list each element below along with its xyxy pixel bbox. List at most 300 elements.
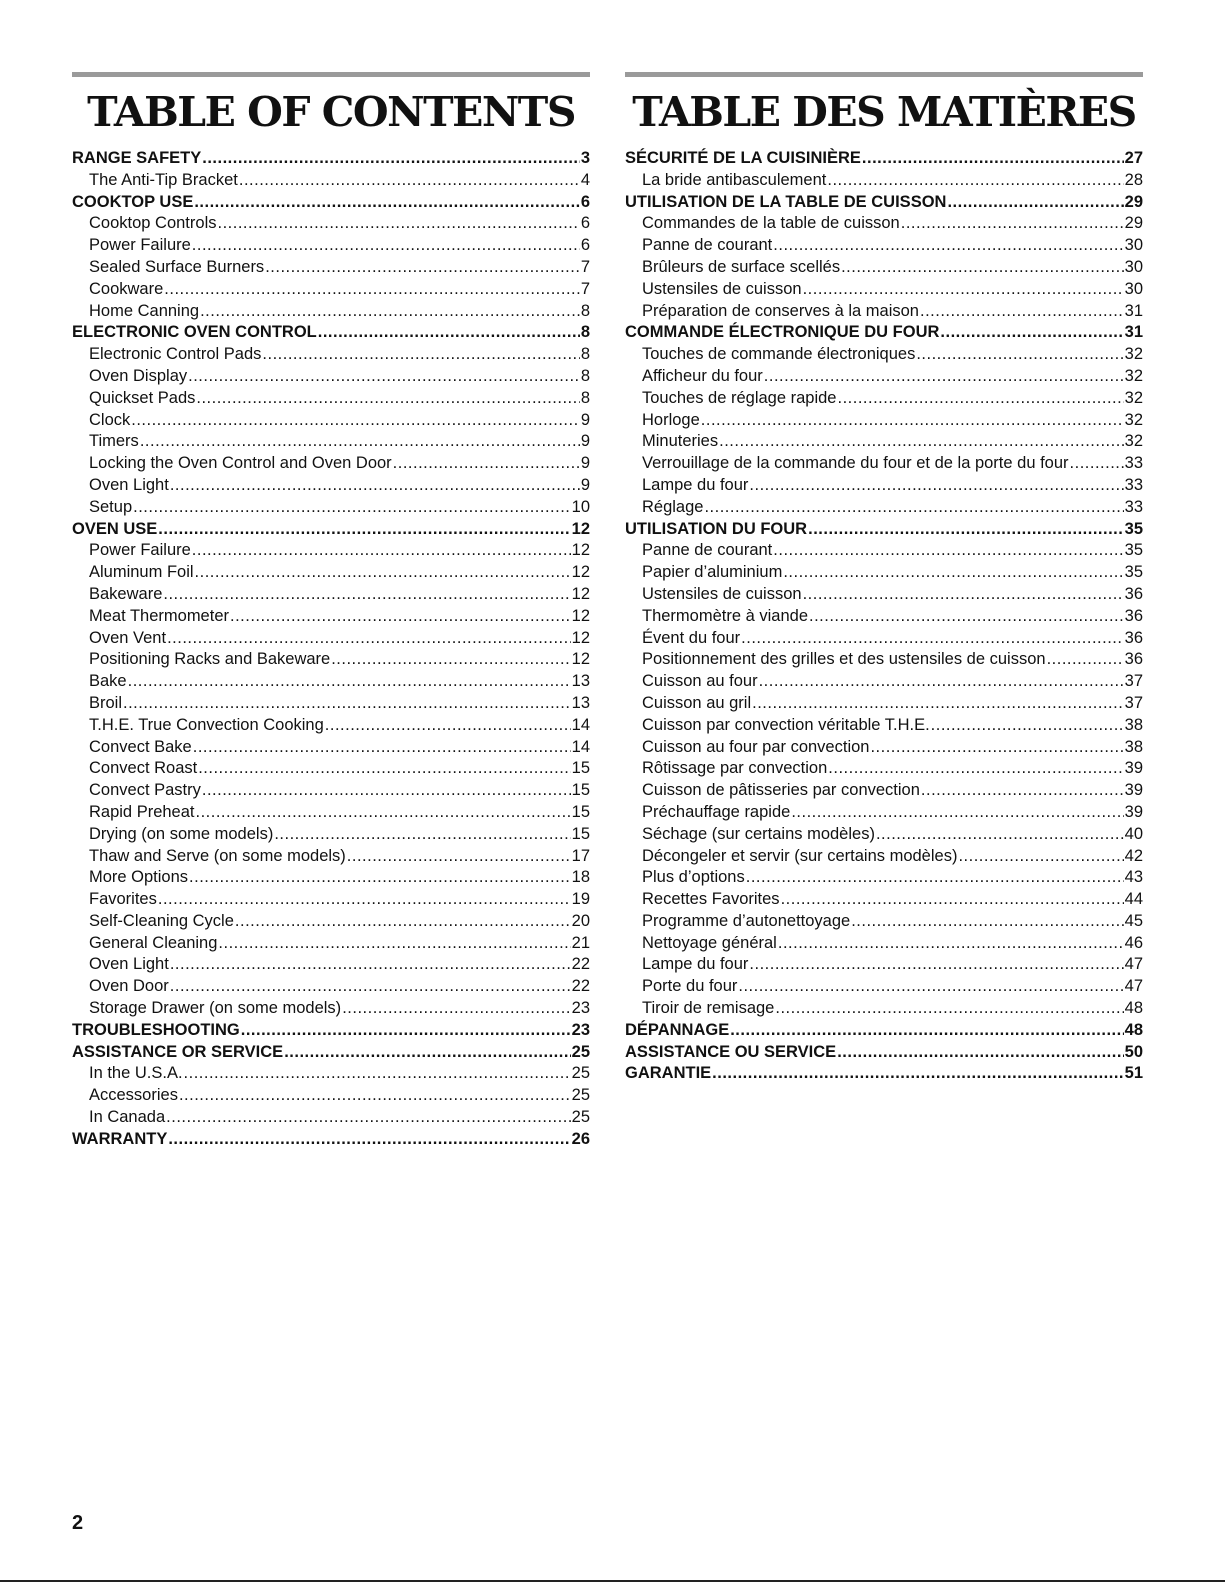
toc-entry-label: Storage Drawer (on some models)	[89, 999, 342, 1018]
toc-entry-label: RANGE SAFETY	[72, 149, 202, 167]
page-title-french: TABLE DES MATIÈRES	[632, 88, 1136, 136]
dot-leader	[837, 1043, 1123, 1062]
toc-entry-label: Papier d’aluminium	[642, 563, 783, 582]
dot-leader	[274, 825, 570, 844]
dot-leader	[196, 389, 579, 408]
dot-leader	[701, 411, 1124, 430]
toc-entry-label: Ustensiles de cuisson	[642, 279, 802, 298]
dot-leader	[870, 738, 1123, 757]
toc-section-entry	[625, 1021, 1143, 1043]
toc-subsection-entry	[625, 498, 1143, 520]
toc-entry-page: 39	[1124, 759, 1143, 778]
toc-entry-page: 6	[580, 192, 590, 211]
toc-subsection-entry	[625, 890, 1143, 912]
toc-entry-label: Panne de courant	[642, 236, 773, 255]
toc-entry-label: More Options	[89, 868, 189, 887]
toc-entry-label: COOKTOP USE	[72, 192, 194, 211]
toc-entry-page: 32	[1124, 366, 1143, 385]
toc-entry-label: COMMANDE ÉLECTRONIQUE DU FOUR	[625, 323, 940, 342]
dot-leader	[218, 934, 570, 953]
toc-subsection-entry	[72, 345, 590, 367]
toc-entry-page: 21	[571, 933, 590, 952]
toc-entry-label: Rôtissage par convection	[642, 759, 828, 778]
toc-entry-page: 12	[571, 519, 590, 538]
toc-subsection-entry	[72, 847, 590, 869]
toc-subsection-entry	[625, 585, 1143, 607]
dot-leader	[738, 977, 1123, 996]
toc-entry-page: 15	[571, 759, 590, 778]
page-title-english: TABLE OF CONTENTS	[87, 88, 575, 136]
toc-entry-page: 37	[1124, 672, 1143, 691]
toc-entry-page: 12	[571, 541, 590, 560]
toc-entry-label: Home Canning	[89, 301, 200, 320]
toc-subsection-entry	[72, 803, 590, 825]
dot-leader	[170, 955, 571, 974]
toc-entry-page: 48	[1124, 1020, 1143, 1039]
toc-entry-label: Ustensiles de cuisson	[642, 584, 802, 603]
toc-entry-page: 30	[1124, 236, 1143, 255]
toc-entry-label: Recettes Favorites	[642, 890, 780, 909]
dot-leader	[325, 716, 571, 735]
toc-subsection-entry	[72, 214, 590, 236]
dot-leader	[202, 781, 571, 800]
toc-entry-label: Broil	[89, 693, 123, 712]
toc-entry-page: 39	[1124, 781, 1143, 800]
dot-leader	[331, 650, 570, 669]
dot-leader	[265, 258, 580, 277]
toc-entry-page: 13	[571, 672, 590, 691]
toc-entry-label: Brûleurs de surface scellés	[642, 257, 841, 276]
toc-entry-page: 32	[1124, 388, 1143, 407]
toc-section-entry	[72, 1043, 590, 1065]
dot-leader	[851, 912, 1123, 931]
toc-entry-page: 31	[1124, 323, 1143, 342]
toc-subsection-entry	[72, 955, 590, 977]
dot-leader	[791, 803, 1123, 822]
toc-entry-label: Timers	[89, 432, 139, 451]
dot-leader	[862, 149, 1124, 168]
toc-subsection-entry	[72, 977, 590, 999]
toc-subsection-entry	[625, 607, 1143, 629]
toc-entry-page: 8	[580, 345, 590, 364]
toc-entry-page: 6	[580, 236, 590, 255]
toc-entry-page: 15	[571, 802, 590, 821]
toc-entry-label: UTILISATION DU FOUR	[625, 519, 808, 538]
toc-entry-page: 12	[571, 584, 590, 603]
dot-leader	[827, 171, 1123, 190]
toc-entry-label: Meat Thermometer	[89, 606, 229, 625]
dot-leader	[194, 193, 579, 212]
toc-entry-label: Réglage	[642, 497, 704, 516]
dot-leader	[133, 498, 571, 517]
toc-entry-label: Porte du four	[642, 977, 738, 996]
toc-subsection-entry	[72, 1108, 590, 1130]
dot-leader	[749, 476, 1123, 495]
toc-entry-page: 23	[571, 999, 590, 1018]
toc-entry-page: 12	[571, 563, 590, 582]
dot-leader	[342, 999, 570, 1018]
toc-subsection-entry	[625, 759, 1143, 781]
toc-entry-label: Oven Vent	[89, 628, 167, 647]
dot-leader	[179, 1086, 571, 1105]
toc-subsection-entry	[625, 258, 1143, 280]
toc-entry-label: Thermomètre à viande	[642, 606, 808, 625]
toc-entry-label: Self-Cleaning Cycle	[89, 911, 234, 930]
toc-entry-label: Panne de courant	[642, 541, 773, 560]
dot-leader	[704, 498, 1123, 517]
toc-subsection-entry	[72, 476, 590, 498]
dot-leader	[931, 716, 1124, 735]
toc-entry-label: Clock	[89, 410, 131, 429]
toc-subsection-entry	[625, 432, 1143, 454]
dot-leader	[773, 541, 1123, 560]
toc-entry-page: 23	[571, 1020, 590, 1039]
toc-entry-page: 38	[1124, 715, 1143, 734]
toc-subsection-entry	[625, 476, 1143, 498]
toc-entry-label: Cuisson au gril	[642, 693, 752, 712]
toc-entry-label: Favorites	[89, 890, 157, 909]
toc-entry-label: GARANTIE	[625, 1064, 712, 1083]
toc-entry-page: 3	[580, 149, 590, 167]
toc-entry-page: 20	[571, 911, 590, 930]
toc-entry-label: Oven Light	[89, 955, 169, 974]
toc-entry-page: 48	[1124, 999, 1143, 1018]
toc-entry-page: 37	[1124, 693, 1143, 712]
toc-subsection-entry	[72, 999, 590, 1021]
toc-subsection-entry	[72, 650, 590, 672]
dot-leader	[200, 302, 580, 321]
toc-entry-page: 9	[580, 410, 590, 429]
toc-entry-label: Accessories	[89, 1086, 178, 1105]
toc-entry-label: Afficheur du four	[642, 366, 763, 385]
toc-entry-label: Plus d’options	[642, 868, 745, 887]
toc-entry-page: 7	[580, 279, 590, 298]
toc-subsection-entry	[625, 847, 1143, 869]
toc-entry-label: ASSISTANCE OU SERVICE	[625, 1042, 837, 1061]
toc-entry-page: 32	[1124, 410, 1143, 429]
toc-subsection-entry	[72, 258, 590, 280]
dot-leader	[803, 280, 1124, 299]
dot-leader	[239, 171, 580, 190]
toc-subsection-entry	[625, 803, 1143, 825]
toc-entry-page: 50	[1124, 1042, 1143, 1061]
toc-section-entry	[625, 1043, 1143, 1065]
toc-entry-page: 8	[580, 323, 590, 342]
dot-leader	[803, 585, 1124, 604]
toc-entry-page: 27	[1124, 149, 1143, 167]
toc-entry-label: Electronic Control Pads	[89, 345, 262, 364]
bottom-rule	[0, 1580, 1225, 1582]
toc-subsection-entry	[625, 781, 1143, 803]
toc-entry-label: Cuisson au four	[642, 672, 758, 691]
dot-leader	[940, 323, 1123, 342]
toc-entry-page: 13	[571, 693, 590, 712]
toc-section-entry	[72, 149, 590, 171]
toc-section-entry	[72, 323, 590, 345]
toc-subsection-entry	[72, 432, 590, 454]
toc-entry-label: UTILISATION DE LA TABLE DE CUISSON	[625, 192, 947, 211]
dot-leader	[921, 781, 1124, 800]
dot-leader	[752, 694, 1124, 713]
dot-leader	[947, 193, 1123, 212]
toc-section-entry	[625, 193, 1143, 215]
toc-entry-label: Cuisson par convection véritable T.H.E.	[642, 715, 930, 734]
toc-entry-page: 9	[580, 432, 590, 451]
toc-entry-page: 30	[1124, 257, 1143, 276]
toc-subsection-entry	[625, 411, 1143, 433]
toc-entry-label: Touches de commande électroniques	[642, 345, 916, 364]
dot-leader	[230, 607, 571, 626]
toc-subsection-entry	[72, 934, 590, 956]
dot-leader	[170, 476, 580, 495]
toc-section-entry	[72, 520, 590, 542]
toc-subsection-entry	[625, 345, 1143, 367]
toc-entry-page: 36	[1124, 628, 1143, 647]
toc-subsection-entry	[72, 738, 590, 760]
toc-entry-label: Aluminum Foil	[89, 563, 194, 582]
dot-leader	[158, 890, 571, 909]
toc-subsection-entry	[625, 171, 1143, 193]
toc-entry-page: 9	[580, 454, 590, 473]
dot-leader	[809, 607, 1124, 626]
toc-entry-page: 18	[571, 868, 590, 887]
toc-entry-label: Oven Display	[89, 366, 188, 385]
toc-entry-page: 25	[571, 1064, 590, 1083]
toc-entry-page: 44	[1124, 890, 1143, 909]
toc-entry-page: 14	[571, 737, 590, 756]
toc-subsection-entry	[625, 367, 1143, 389]
dot-leader	[876, 825, 1124, 844]
toc-entry-label: Rapid Preheat	[89, 802, 195, 821]
toc-french-column	[625, 72, 1143, 1086]
toc-entry-label: Oven Light	[89, 475, 169, 494]
toc-entry-page: 42	[1124, 846, 1143, 865]
toc-subsection-entry	[625, 912, 1143, 934]
toc-subsection-entry	[625, 454, 1143, 476]
dot-leader	[775, 999, 1123, 1018]
dot-leader	[123, 694, 571, 713]
dot-leader	[193, 738, 571, 757]
page-number: 2	[72, 1512, 84, 1534]
toc-subsection-entry	[72, 694, 590, 716]
dot-leader	[140, 432, 580, 451]
dot-leader	[202, 149, 580, 168]
dot-leader	[730, 1021, 1123, 1040]
dot-leader	[958, 847, 1123, 866]
toc-entry-label: Préchauffage rapide	[642, 802, 791, 821]
toc-entry-label: Lampe du four	[642, 475, 749, 494]
toc-subsection-entry	[625, 868, 1143, 890]
toc-subsection-entry	[72, 912, 590, 934]
dot-leader	[163, 585, 570, 604]
toc-subsection-entry	[625, 672, 1143, 694]
toc-entry-page: 17	[571, 846, 590, 865]
toc-entry-page: 8	[580, 388, 590, 407]
dot-leader	[1047, 650, 1124, 669]
toc-entry-page: 35	[1124, 519, 1143, 538]
toc-subsection-entry	[625, 999, 1143, 1021]
toc-subsection-entry	[625, 825, 1143, 847]
toc-subsection-entry	[72, 454, 590, 476]
toc-entry-label: Thaw and Serve (on some models)	[89, 846, 346, 865]
toc-entry-page: 39	[1124, 802, 1143, 821]
toc-entry-page: 10	[571, 497, 590, 516]
toc-entry-label: Cuisson au four par convection	[642, 737, 870, 756]
toc-subsection-entry	[72, 563, 590, 585]
toc-entry-page: 8	[580, 366, 590, 385]
dot-leader	[198, 759, 570, 778]
toc-entry-label: Cookware	[89, 279, 164, 298]
toc-entry-page: 26	[571, 1129, 590, 1148]
toc-entry-page: 6	[580, 214, 590, 233]
toc-entry-label: Commandes de la table de cuisson	[642, 214, 900, 233]
toc-entry-label: Touches de réglage rapide	[642, 388, 837, 407]
toc-entry-page: 35	[1124, 541, 1143, 560]
toc-entry-label: Lampe du four	[642, 955, 749, 974]
toc-entry-page: 15	[571, 781, 590, 800]
toc-entry-label: Cooktop Controls	[89, 214, 217, 233]
toc-subsection-entry	[625, 738, 1143, 760]
toc-entry-page: 51	[1124, 1064, 1143, 1083]
toc-entry-label: Nettoyage général	[642, 933, 777, 952]
toc-entry-label: Séchage (sur certains modèles)	[642, 824, 875, 843]
dot-leader	[128, 672, 571, 691]
toc-entry-page: 12	[571, 606, 590, 625]
dot-leader	[217, 214, 579, 233]
dot-leader	[241, 1021, 571, 1040]
toc-subsection-entry	[72, 171, 590, 193]
toc-subsection-entry	[72, 389, 590, 411]
dot-leader	[828, 759, 1123, 778]
toc-entry-label: Oven Door	[89, 977, 169, 996]
toc-entry-page: 45	[1124, 911, 1143, 930]
toc-section-entry	[625, 520, 1143, 542]
toc-entry-label: Convect Roast	[89, 759, 198, 778]
dot-leader	[184, 1064, 571, 1083]
toc-entry-label: Setup	[89, 497, 133, 516]
toc-subsection-entry	[625, 236, 1143, 258]
toc-entry-page: 25	[571, 1086, 590, 1105]
toc-entry-page: 32	[1124, 345, 1143, 364]
dot-leader	[916, 345, 1123, 364]
toc-entry-page: 12	[571, 650, 590, 669]
toc-entry-page: 46	[1124, 933, 1143, 952]
dot-leader	[1070, 454, 1124, 473]
toc-entry-label: Convect Bake	[89, 737, 192, 756]
toc-entry-page: 28	[1124, 170, 1143, 189]
dot-leader	[235, 912, 571, 931]
dot-leader	[284, 1043, 570, 1062]
toc-subsection-entry	[72, 716, 590, 738]
toc-subsection-entry	[625, 389, 1143, 411]
toc-entry-page: 40	[1124, 824, 1143, 843]
toc-entry-label: Horloge	[642, 410, 700, 429]
toc-entry-page: 15	[571, 824, 590, 843]
dot-leader	[318, 323, 580, 342]
toc-subsection-entry	[625, 934, 1143, 956]
toc-entry-label: ASSISTANCE OR SERVICE	[72, 1042, 284, 1061]
toc-entry-label: Power Failure	[89, 541, 191, 560]
toc-entry-page: 29	[1124, 192, 1143, 211]
dot-leader	[837, 389, 1123, 408]
toc-entry-label: Tiroir de remisage	[642, 999, 775, 1018]
dot-leader	[188, 367, 580, 386]
dot-leader	[347, 847, 571, 866]
toc-entry-page: 25	[571, 1108, 590, 1127]
dot-leader	[808, 520, 1124, 539]
dot-leader	[746, 868, 1124, 887]
toc-entry-label: T.H.E. True Convection Cooking	[89, 715, 324, 734]
dot-leader	[131, 411, 580, 430]
toc-list-french	[625, 149, 1143, 1086]
toc-entry-label: Évent du four	[642, 628, 741, 647]
toc-subsection-entry	[625, 214, 1143, 236]
toc-section-entry	[625, 323, 1143, 345]
toc-entry-label: Sealed Surface Burners	[89, 257, 265, 276]
toc-entry-page: 14	[571, 715, 590, 734]
toc-entry-page: 33	[1124, 454, 1143, 473]
toc-subsection-entry	[72, 302, 590, 324]
toc-entry-label: WARRANTY	[72, 1129, 168, 1148]
toc-subsection-entry	[72, 585, 590, 607]
toc-entry-label: OVEN USE	[72, 519, 158, 538]
toc-subsection-entry	[625, 302, 1143, 324]
toc-entry-page: 36	[1124, 606, 1143, 625]
dot-leader	[168, 1130, 570, 1149]
dot-leader	[719, 432, 1124, 451]
dot-leader	[773, 236, 1123, 255]
dot-leader	[749, 955, 1123, 974]
dot-leader	[783, 563, 1123, 582]
toc-entry-page: 22	[571, 977, 590, 996]
toc-section-entry	[625, 149, 1143, 171]
toc-entry-page: 33	[1124, 475, 1143, 494]
toc-subsection-entry	[625, 563, 1143, 585]
dot-leader	[901, 214, 1124, 233]
toc-entry-page: 36	[1124, 650, 1143, 669]
toc-entry-label: TROUBLESHOOTING	[72, 1020, 240, 1039]
toc-list-english	[72, 149, 590, 1152]
toc-subsection-entry	[625, 541, 1143, 563]
toc-entry-label: ELECTRONIC OVEN CONTROL	[72, 323, 317, 342]
toc-entry-page: 12	[571, 628, 590, 647]
toc-section-entry	[625, 1064, 1143, 1086]
toc-entry-page: 4	[580, 170, 590, 189]
dot-leader	[920, 302, 1124, 321]
toc-entry-page: 29	[1124, 214, 1143, 233]
dot-leader	[764, 367, 1124, 386]
dot-leader	[759, 672, 1124, 691]
dot-leader	[196, 803, 571, 822]
toc-subsection-entry	[72, 1064, 590, 1086]
toc-subsection-entry	[72, 411, 590, 433]
toc-english-column	[72, 72, 590, 1152]
dot-leader	[167, 629, 571, 648]
toc-subsection-entry	[72, 825, 590, 847]
dot-leader	[192, 541, 571, 560]
toc-entry-label: Positionnement des grilles et des ustensiles de cuisson	[642, 650, 1046, 669]
toc-entry-label: In Canada	[89, 1108, 166, 1127]
dot-leader	[166, 1108, 570, 1127]
toc-subsection-entry	[72, 629, 590, 651]
dot-leader	[781, 890, 1124, 909]
toc-entry-label: Bake	[89, 672, 127, 691]
toc-subsection-entry	[72, 280, 590, 302]
dot-leader	[170, 977, 571, 996]
toc-entry-label: Minuteries	[642, 432, 719, 451]
toc-section-entry	[72, 193, 590, 215]
toc-subsection-entry	[72, 367, 590, 389]
